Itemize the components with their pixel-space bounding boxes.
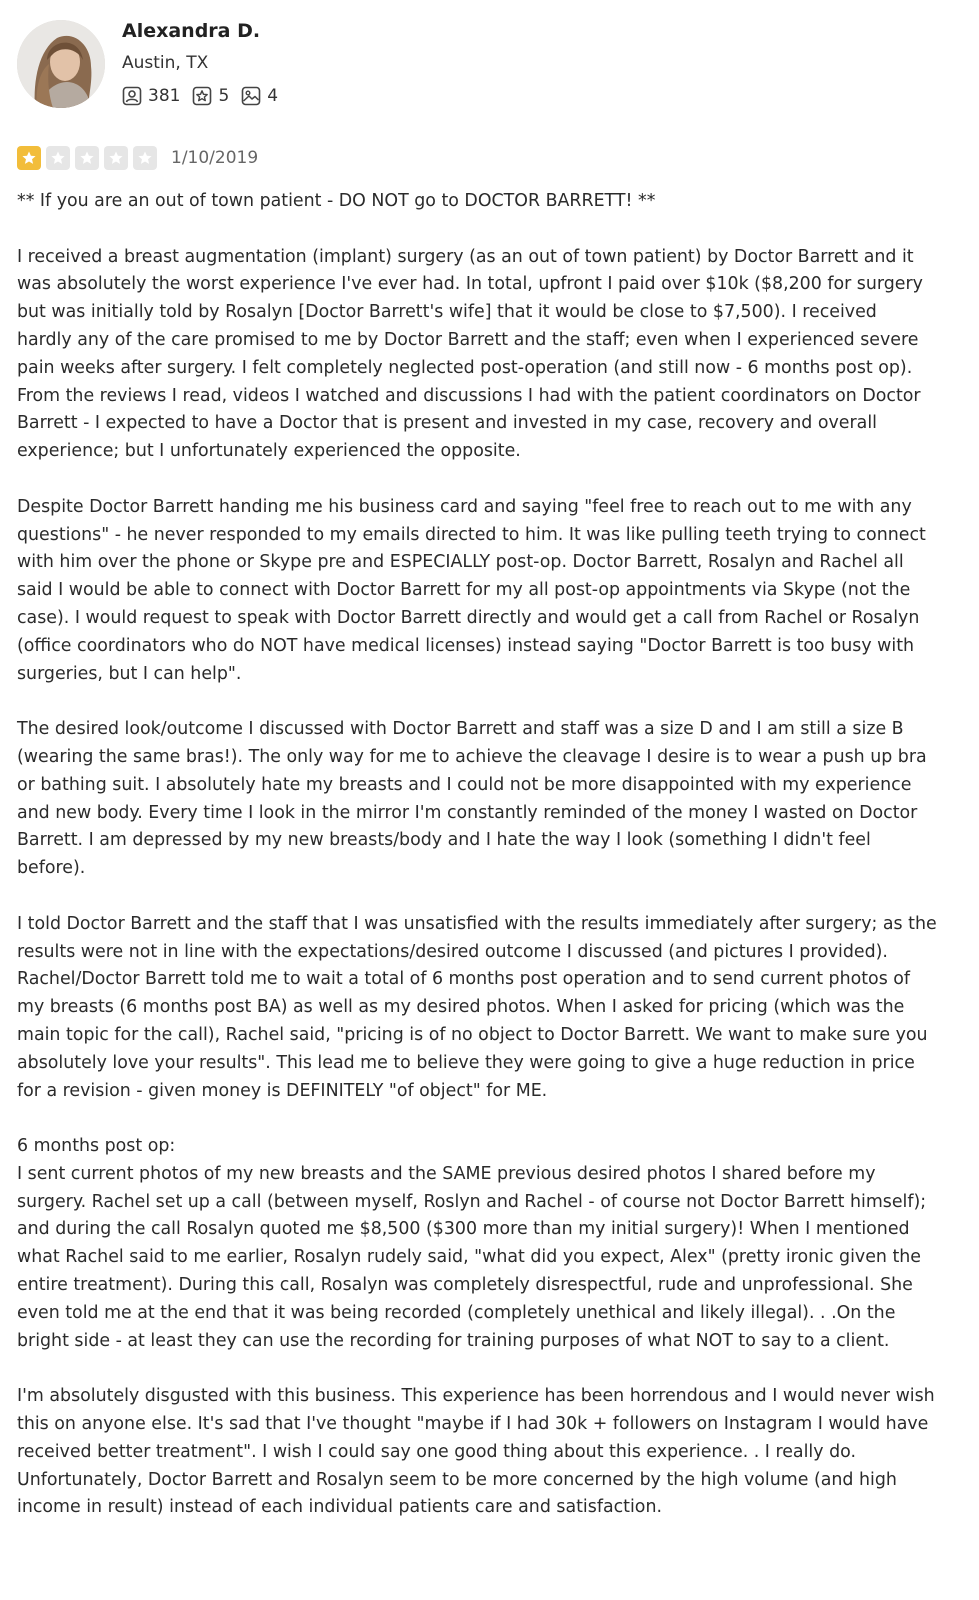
star-icon	[75, 146, 99, 170]
star-icon	[46, 146, 70, 170]
friends-stat	[122, 86, 180, 106]
review-paragraph: I received a breast augmentation (implant) surgery (as an out of town patient) by Doctor Barrett and it was absolutely the worst experience I've ever had. In total, upfront I paid over $10k ($8,200 for surgery but was initially told by Rosalyn [Doctor Barrett's wife] that it would be close to $7,500). I received hardly any of the care promised to me by Doctor Barrett and the staff; even when I experienced severe pain weeks after surgery. I felt completely neglected post-operation (and still now - 6 months post op). From the reviews I read, videos I watched and discussions I had with the patient coordinators on Doctor Barrett - I expected to have a Doctor that is present and invested in my case, recovery and overall experience; but I unfortunately experienced the opposite.	[17, 246, 923, 462]
friends-count: 381	[148, 86, 181, 106]
star-icon	[133, 146, 157, 170]
photo-icon	[241, 86, 261, 106]
reviews-count: 5	[218, 86, 230, 106]
photos-stat	[241, 86, 278, 106]
review-date: 1/10/2019	[171, 148, 259, 168]
star-review-icon	[192, 86, 212, 106]
photos-count: 4	[267, 86, 279, 106]
friends-icon	[122, 86, 142, 106]
user-name[interactable]: Alexandra D.	[122, 20, 261, 42]
user-location: Austin, TX	[122, 53, 209, 73]
review-paragraph: Despite Doctor Barrett handing me his business card and saying "feel free to reach out to me with any questions" - he never responded to my emails directed to him. It was like pulling teeth trying to connect with him over the phone or Skype pre and ESPECIALLY post-op. Doctor Barrett, Rosalyn and Rachel all said I would be able to connect with Doctor Barrett for my all post-op appointments via Skype (not the case). I would request to speak with Doctor Barrett directly and would get a call from Rachel or Rosalyn (office coordinators who do NOT have medical licenses) instead saying "Doctor Barrett is too busy with surgeries, but I can help".	[17, 496, 926, 684]
user-stats	[122, 86, 290, 106]
rating-row	[17, 146, 258, 170]
review-paragraph: 6 months post op: I sent current photos of my new breasts and the SAME previous desired photos I shared before my surgery. Rachel set up a call (between myself, Roslyn and Rachel - of course not Doctor Barrett himself); and during the call Rosalyn quoted me $8,500 ($300 more than my initial surgery)! When I mentioned what Rachel said to me earlier, Rosalyn rudely said, "what did you expect, Alex" (pretty ironic given the entire treatment). During this call, Rosalyn was completely disrespectful, rude and unprofessional. She even told me at the end that it was being recorded (completely unethical and likely illegal). . .On the bright side - at least they can use the recording for training purposes of what NOT to say to a client.	[17, 1136, 927, 1351]
review-paragraph: ** If you are an out of town patient - DO NOT go to DOCTOR BARRETT! **	[17, 191, 656, 211]
reviews-stat	[192, 86, 229, 106]
star-rating	[17, 146, 162, 170]
review-paragraph: I told Doctor Barrett and the staff that I was unsatisfied with the results immediately after surgery; as the results were not in line with the expectations/desired outcome I discussed (and pictures I provided). Rachel/Doctor Barrett told me to wait a total of 6 months post operation and to send current photos of my breasts (6 months post BA) as well as my desired photos. When I asked for pricing (which was the main topic for the call), Rachel said, "pricing is of no object to Doctor Barrett. We want to make sure you absolutely love your results". This lead me to believe they were going to give a huge reduction in price for a revision - given money is DEFINITELY "of object" for ME.	[17, 913, 937, 1101]
avatar-image	[17, 20, 105, 108]
review-paragraph: The desired look/outcome I discussed with Doctor Barrett and staff was a size D and I am still a size B (wearing the same bras!). The only way for me to achieve the cleavage I desire is to wear a push up bra or bathing suit. I absolutely hate my breasts and I could not be more disappointed with my experience and new body. Every time I look in the mirror I'm constantly reminded of the money I wasted on Doctor Barrett. I am depressed by my new breasts/body and I hate the way I look (something I didn't feel before).	[17, 719, 927, 879]
star-icon	[104, 146, 128, 170]
star-icon	[17, 146, 41, 170]
review-paragraph: I'm absolutely disgusted with this business. This experience has been horrendous and I would never wish this on anyone else. It's sad that I've thought "maybe if I had 30k + followers on Instagram I would have received better treatment". I wish I could say one good thing about this experience. . I really do. Unfortunately, Doctor Barrett and Rosalyn seem to be more concerned by the high volume (and high income in result) instead of each individual patients care and satisfaction.	[17, 1386, 935, 1518]
avatar[interactable]	[17, 20, 105, 108]
review-text	[17, 188, 937, 1522]
